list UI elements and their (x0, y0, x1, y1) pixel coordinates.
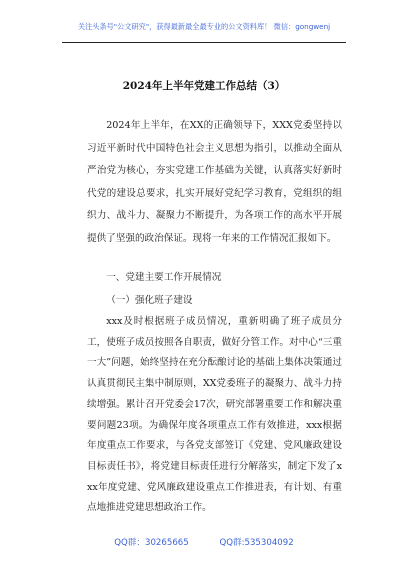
footer (0, 536, 408, 548)
section-heading: 一、党建主要工作开展情况 (106, 272, 222, 283)
footer-qq-group-2: QQ群:535304092 (219, 538, 294, 548)
subsection-heading: （一）强化班子建设 (106, 295, 193, 306)
footer-qq-group-1: QQ群：30265665 (114, 538, 189, 548)
header-divider (62, 42, 346, 43)
header-banner: 关注头条号"公文研究"，获得最新最全最专业的公文资料库！ 微信：gongwenj (77, 22, 331, 31)
subsection-paragraph: xxx及时根据班子成员情况，重新明确了班子成员分工，使班子成员按照各自职责，做好分管工作。对中心“三重一大”问题，始终坚持在充分酝酿讨论的基础上集体决策通过认真贯彻民主集中制原则，XX党委班子的凝聚力、战斗力持续增强。累计召开党委会17次，研究部署重要工作和解决重要问题23项。为确保年度各项重点工作有效推进，xxx根据年度重点工作要求，与各党支部签订《党建、党风廉政建设目标责任书》，将党建目标责任进行分解落实，制定下发了xxx年度党建、党风廉政建设重点工作推进表，有计划、有重点地推进党建思想政治工作。 (87, 316, 342, 514)
intro-paragraph: 2024年上半年，在XX的正确领导下，XXX党委坚持以习近平新时代中国特色社会主义思想为指引，以推动全面从严治党为核心，夯实党建工作基础为关键，认真落实好新时代党的建设总要求，扎实开展好党纪学习教育，党组织的组织力、战斗力、凝聚力不断提升，为各项工作的高水平开展提供了坚强的政治保证。现将一年来的工作情况汇报如下。 (87, 120, 342, 244)
document-title: 2024年上半年党建工作总结（3） (122, 80, 286, 92)
